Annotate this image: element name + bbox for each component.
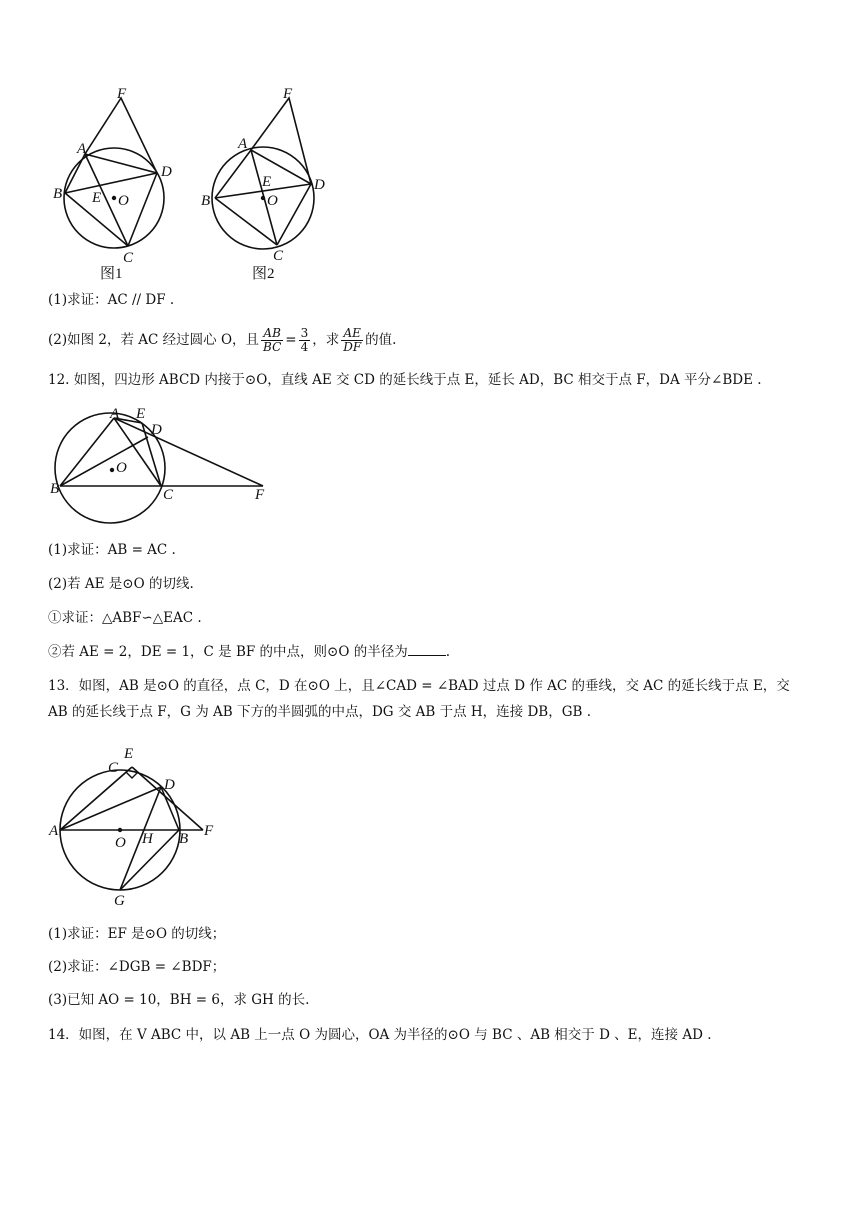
center-dot xyxy=(110,468,114,472)
center-dot xyxy=(118,828,122,832)
segment-bd xyxy=(65,173,157,193)
q12-sub2-suffix: . xyxy=(445,644,450,660)
segment-ab xyxy=(60,418,114,486)
label-o: O xyxy=(267,193,278,209)
q13-part3: (3)已知 AO = 10，BH = 6，求 GH 的长. xyxy=(48,992,310,1008)
label-b: B xyxy=(50,481,60,497)
label-f: F xyxy=(204,823,214,839)
caption-fig1: 图1 xyxy=(100,266,123,282)
q14-stem: 14．如图，在 V ABC 中，以 AB 上一点 O 为圆心，OA 为半径的⊙O 与 BC 、AB 相交于 D 、E，连接 AD . xyxy=(48,1027,712,1043)
segment-ae xyxy=(60,767,132,830)
label-f: F xyxy=(117,86,127,102)
q12-stem: 12. 如图，四边形 ABCD 内接于⊙O，直线 AE 交 CD 的延长线于点 E，延长 AD，BC 相交于点 F，DA 平分∠BDE . xyxy=(48,372,762,388)
label-o: O xyxy=(118,193,129,209)
q11-part2-prefix: (2)如图 2，若 AC 经过圆心 O，且 xyxy=(48,332,260,348)
label-e: E xyxy=(262,174,272,190)
label-o: O xyxy=(116,460,127,476)
label-c: C xyxy=(123,250,134,266)
segment-bd xyxy=(60,437,148,486)
label-e: E xyxy=(124,746,134,762)
segment-af xyxy=(114,418,263,486)
triangle-afd xyxy=(85,98,157,173)
q11-part2-mid: ，求 xyxy=(312,332,340,348)
label-b: B xyxy=(179,831,189,847)
q12-sub1: ①求证：△ABF∽△EAC . xyxy=(48,610,202,626)
segment-cd xyxy=(128,173,157,246)
answer-blank xyxy=(408,643,446,656)
label-a: A xyxy=(238,136,248,152)
segment-cd xyxy=(277,184,311,245)
q13-part1: (1)求证：EF 是⊙O 的切线； xyxy=(48,926,226,942)
q11-part2 xyxy=(48,322,396,358)
label-c: C xyxy=(108,760,119,776)
label-d: D xyxy=(151,422,162,438)
figure-q13 xyxy=(48,740,238,910)
label-d: D xyxy=(164,777,175,793)
equals-sign: = xyxy=(285,332,297,348)
label-h: H xyxy=(142,831,153,847)
label-b: B xyxy=(201,193,211,209)
center-dot xyxy=(112,196,116,200)
figure-2 xyxy=(198,82,338,282)
label-a: A xyxy=(77,141,87,157)
label-c: C xyxy=(163,487,174,503)
q12-sub2-prefix: ②若 AE = 2，DE = 1，C 是 BF 的中点，则⊙O 的半径为 xyxy=(48,644,408,660)
q13-part2: (2)求证：∠DGB = ∠BDF； xyxy=(48,959,226,975)
figure-q12 xyxy=(48,400,278,530)
q11-part2-suffix: 的值. xyxy=(365,332,397,348)
label-e: E xyxy=(92,190,102,206)
fraction-3-4: $\frac{3}{4}$ xyxy=(300,325,309,354)
label-c: C xyxy=(273,248,284,264)
q12-part1: (1)求证：AB = AC . xyxy=(48,542,176,558)
label-b: B xyxy=(53,186,63,202)
label-a: A xyxy=(49,823,59,839)
q12-sub2 xyxy=(48,642,450,662)
triangle-afd xyxy=(251,98,311,184)
label-e: E xyxy=(136,406,146,422)
label-f: F xyxy=(283,86,293,102)
figure-1 xyxy=(48,82,188,282)
fraction-ae-df: $\frac{AE}{DF}$ xyxy=(343,325,362,354)
q13-stem: 13．如图，AB 是⊙O 的直径，点 C，D 在⊙O 上，且∠CAD = ∠BAD 过点 D 作 AC 的垂线，交 AC 的延长线于点 E，交 AB 的延长线于点 F，G 为 AB 下方的半圆弧的中点，DG 交 AB 于点 H，连接 DB，GB . xyxy=(48,678,790,720)
label-a: A xyxy=(110,406,120,422)
fraction-ab-bc: $\frac{AB}{BC}$ xyxy=(263,325,282,354)
q12-part2: (2)若 AE 是⊙O 的切线. xyxy=(48,576,194,592)
label-d: D xyxy=(161,164,172,180)
segment-ab xyxy=(65,154,85,193)
caption-fig2: 图2 xyxy=(252,266,275,282)
label-f: F xyxy=(255,487,265,503)
label-g: G xyxy=(114,893,125,909)
label-d: D xyxy=(314,177,325,193)
center-dot xyxy=(261,196,265,200)
label-o: O xyxy=(115,835,126,851)
right-angle-mark xyxy=(126,772,138,778)
q11-part1: (1)求证：AC // DF . xyxy=(48,292,175,308)
